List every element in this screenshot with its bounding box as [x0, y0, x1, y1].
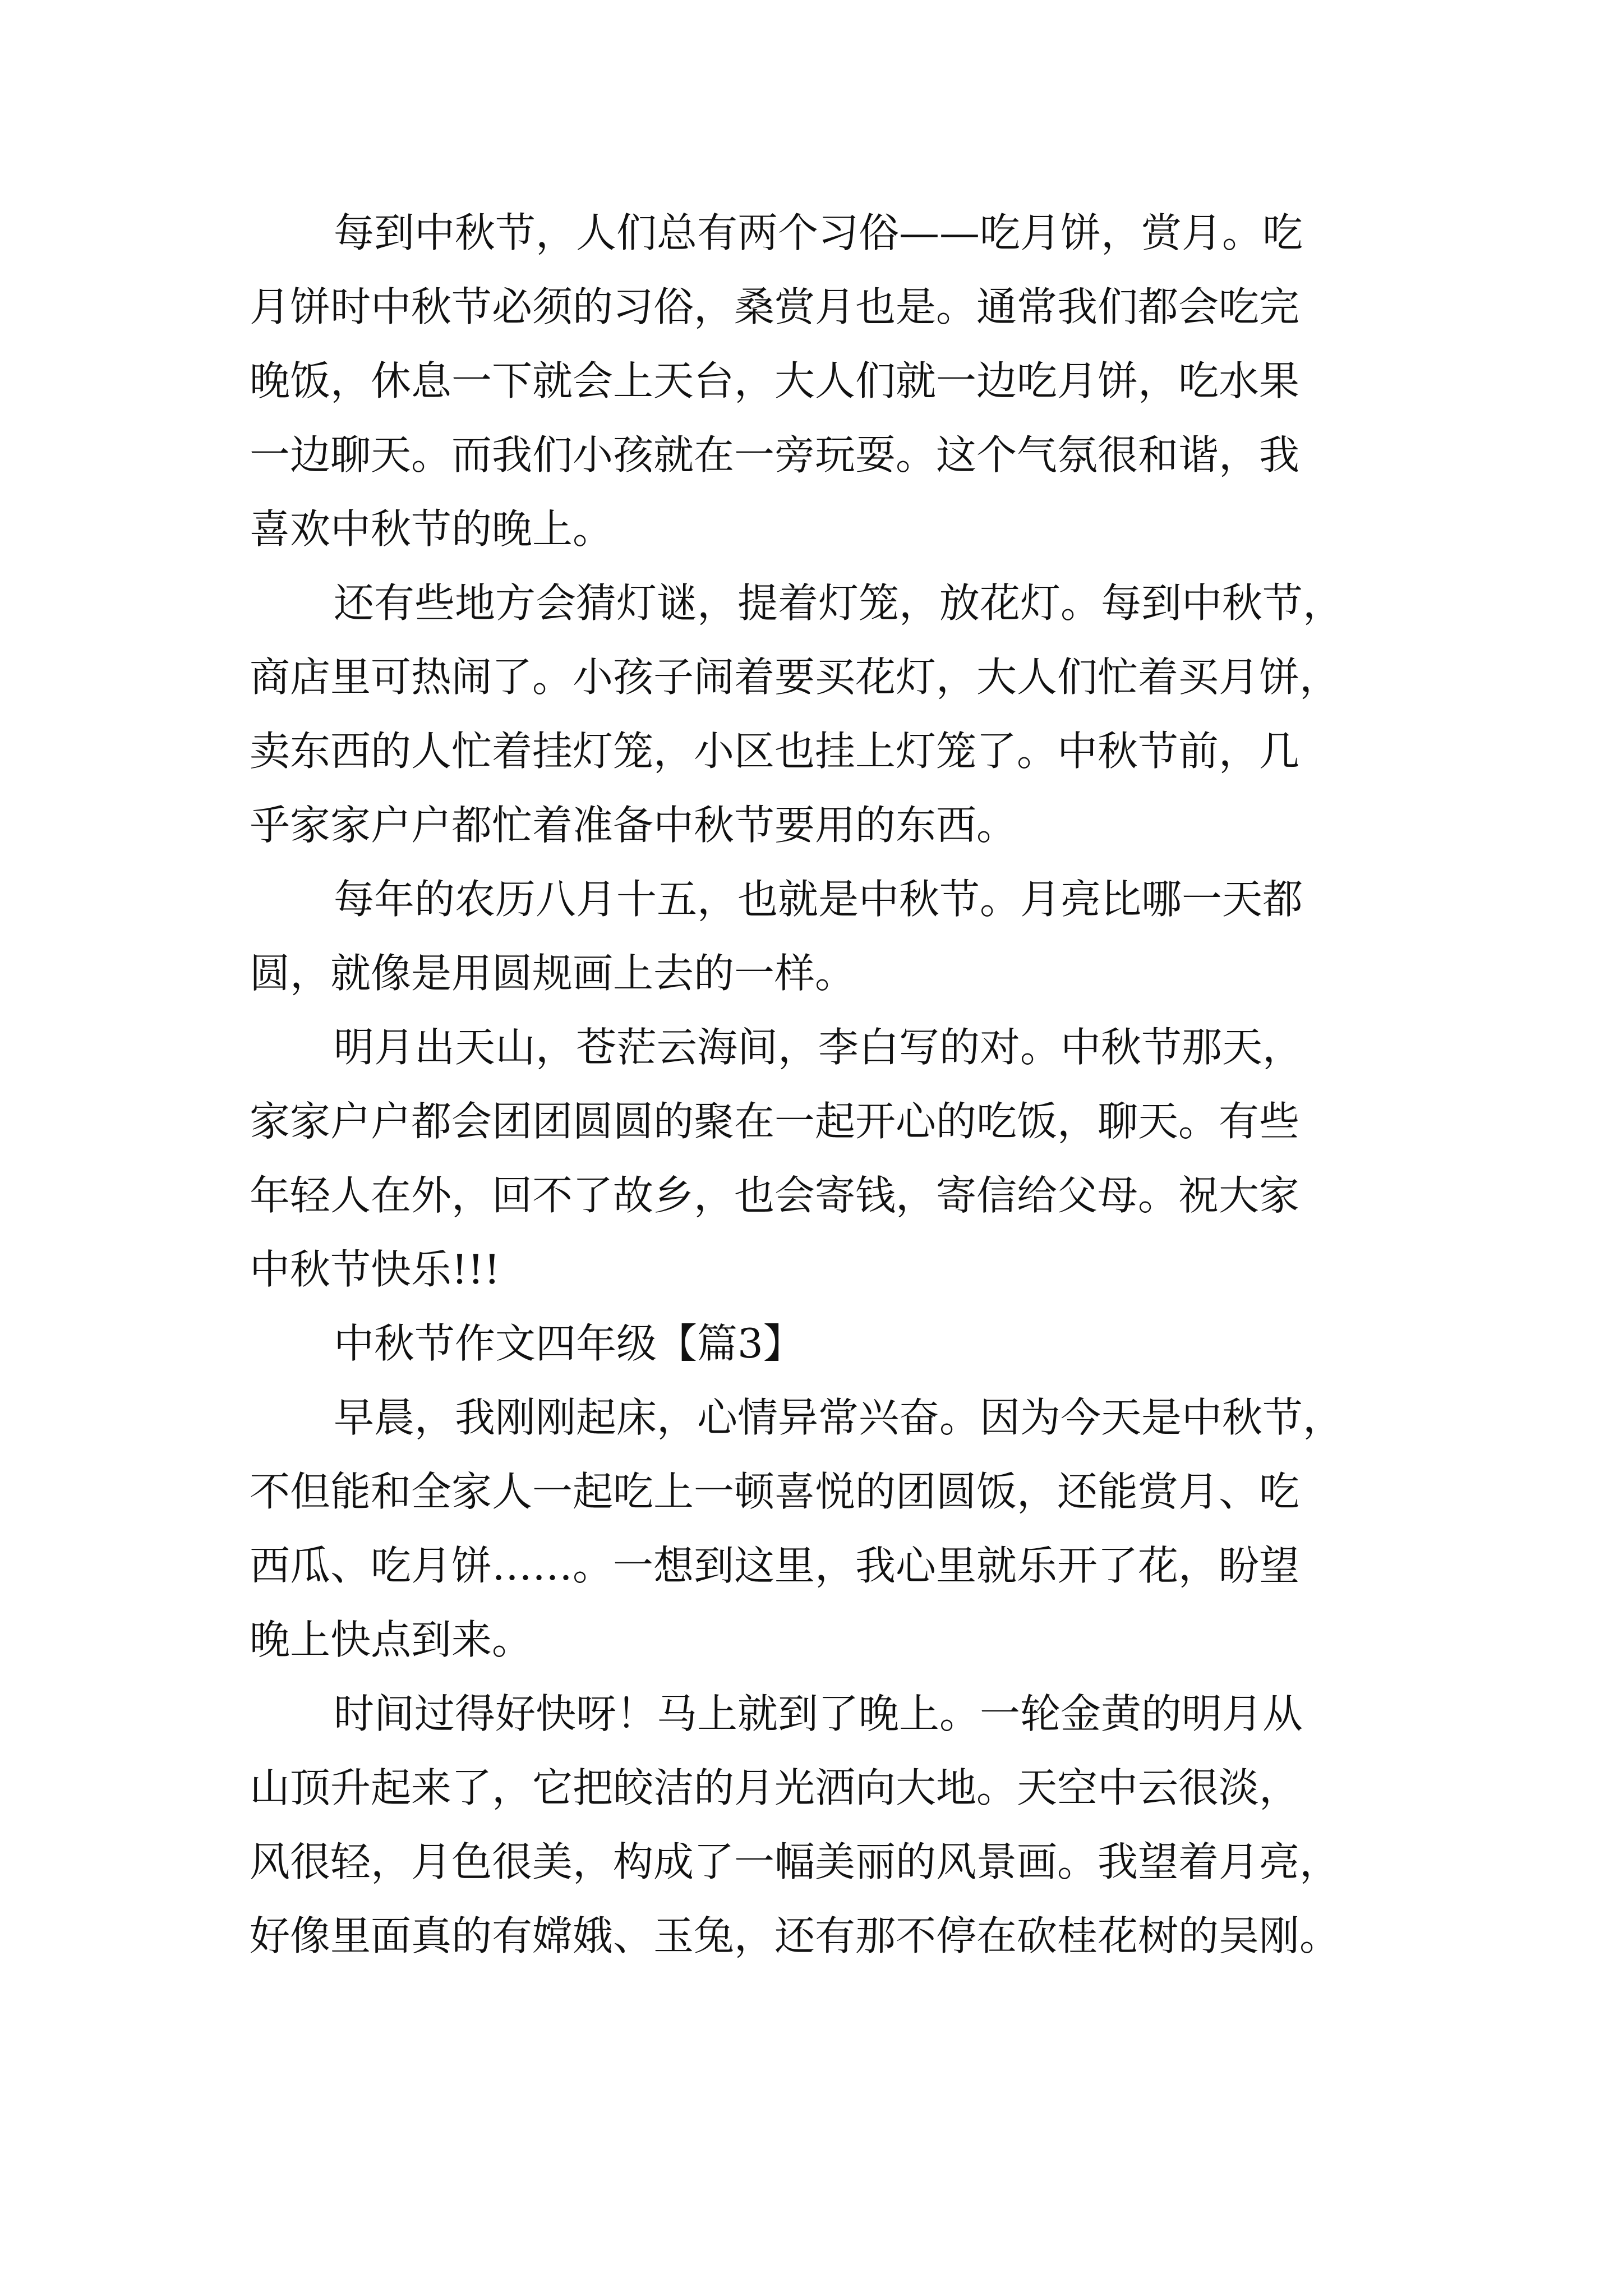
paragraph-6-line-2: 不但能和全家人一起吃上一顿喜悦的团圆饭，还能赏月、吃 [250, 1468, 1300, 1515]
paragraph-6-line-4: 晚上快点到来。 [250, 1616, 533, 1663]
paragraph-6-line-1: 早晨，我刚刚起床，心情异常兴奋。因为今天是中秋节， [334, 1394, 1344, 1441]
section-heading: 中秋节作文四年级【篇3】 [334, 1320, 804, 1367]
paragraph-7-line-4: 好像里面真的有嫦娥、玉兔，还有那不停在砍桂花树的吴刚。 [250, 1912, 1340, 1959]
paragraph-2-line-2: 商店里可热闹了。小孩子闹着要买花灯，大人们忙着买月饼， [250, 654, 1340, 701]
paragraph-6-line-3: 西瓜、吃月饼……。一想到这里，我心里就乐开了花，盼望 [250, 1542, 1300, 1589]
paragraph-4-line-2: 家家户户都会团团圆圆的聚在一起开心的吃饭，聊天。有些 [250, 1098, 1300, 1145]
paragraph-1-line-1: 每到中秋节，人们总有两个习俗——吃月饼，赏月。吃 [334, 209, 1303, 256]
paragraph-1-line-5: 喜欢中秋节的晚上。 [250, 505, 614, 553]
paragraph-2-line-4: 乎家家户户都忙着准备中秋节要用的东西。 [250, 802, 1017, 849]
paragraph-7-line-3: 风很轻，月色很美，构成了一幅美丽的风景画。我望着月亮， [250, 1838, 1340, 1885]
paragraph-7-line-1: 时间过得好快呀！马上就到了晚上。一轮金黄的明月从 [334, 1690, 1303, 1737]
paragraph-4-line-3: 年轻人在外，回不了故乡，也会寄钱，寄信给父母。祝大家 [250, 1172, 1300, 1219]
paragraph-2-line-3: 卖东西的人忙着挂灯笼，小区也挂上灯笼了。中秋节前，几 [250, 728, 1300, 775]
paragraph-4-line-1: 明月出天山，苍茫云海间，李白写的对。中秋节那天， [334, 1024, 1303, 1071]
paragraph-1-line-2: 月饼时中秋节必须的习俗，桑赏月也是。通常我们都会吃完 [250, 283, 1300, 330]
paragraph-3-line-2: 圆，就像是用圆规画上去的一样。 [250, 950, 856, 997]
paragraph-1-line-3: 晚饭，休息一下就会上天台，大人们就一边吃月饼，吃水果 [250, 357, 1300, 404]
paragraph-3-line-1: 每年的农历八月十五，也就是中秋节。月亮比哪一天都 [334, 876, 1303, 923]
paragraph-2-line-1: 还有些地方会猜灯谜，提着灯笼，放花灯。每到中秋节， [334, 579, 1344, 627]
paragraph-4-line-4: 中秋节快乐!!! [250, 1246, 500, 1293]
paragraph-7-line-2: 山顶升起来了，它把皎洁的月光洒向大地。天空中云很淡， [250, 1764, 1300, 1811]
paragraph-1-line-4: 一边聊天。而我们小孩就在一旁玩耍。这个气氛很和谐，我 [250, 431, 1300, 478]
